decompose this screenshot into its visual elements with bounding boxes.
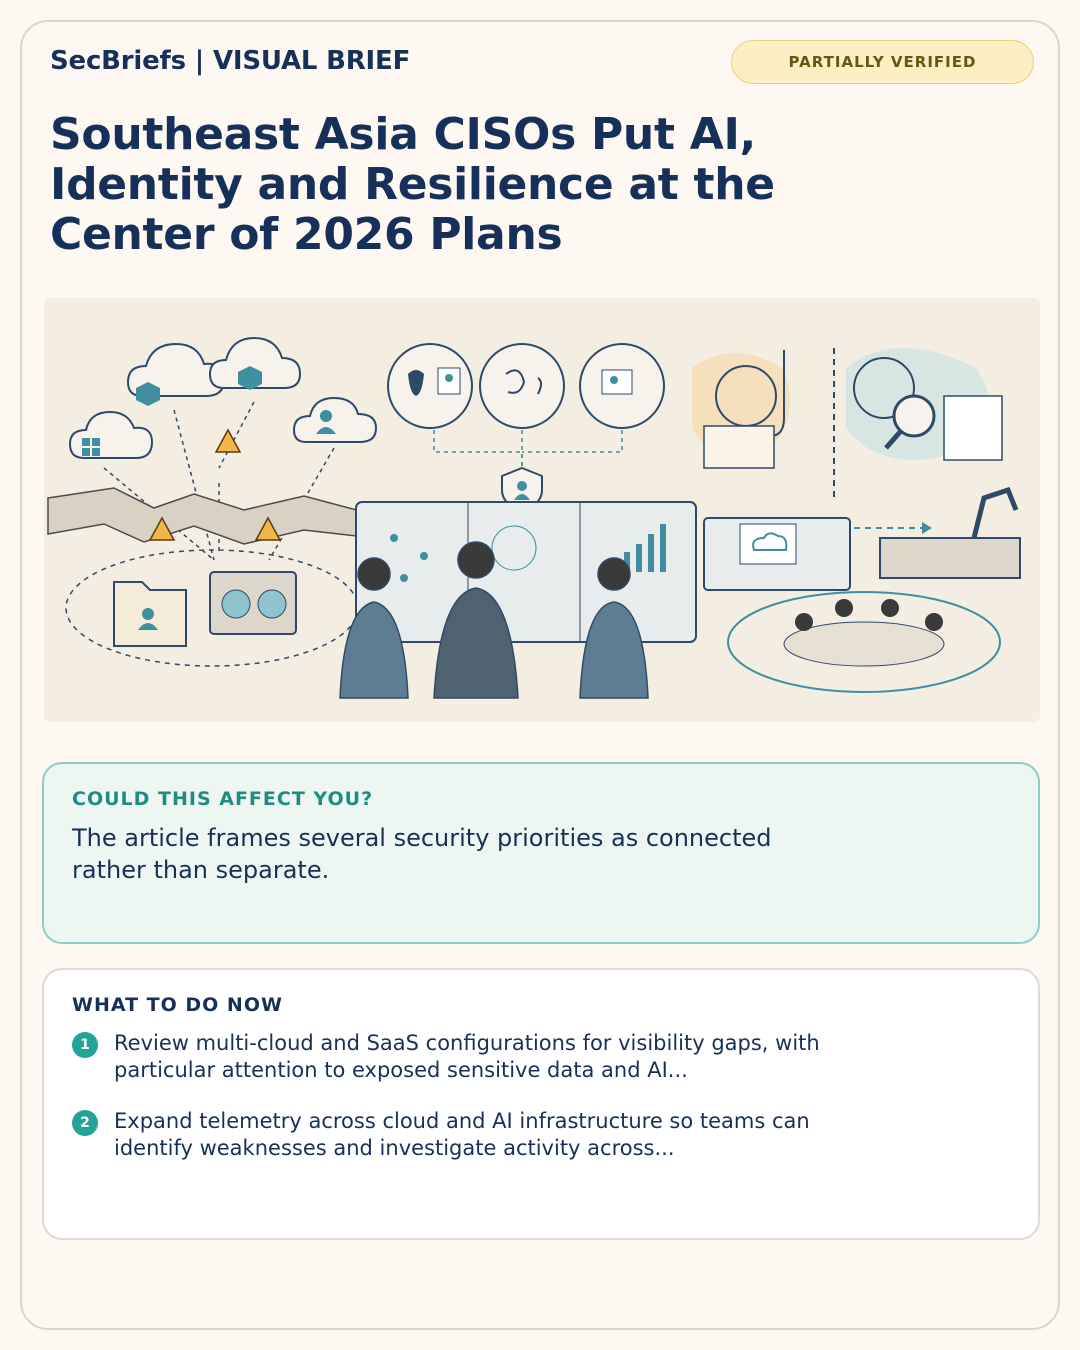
hero-illustration — [44, 298, 1040, 722]
robot-arm-icon — [880, 490, 1020, 578]
affect-panel — [42, 762, 1040, 944]
todo-step — [72, 1108, 852, 1162]
todo-heading: WHAT TO DO NOW — [72, 994, 283, 1016]
affect-heading: COULD THIS AFFECT YOU? — [72, 788, 374, 810]
hero-svg — [44, 298, 1040, 722]
step-text: Expand telemetry across cloud and AI infrastructure so teams can identify weaknesses and investigate activity across... — [114, 1109, 810, 1160]
step-number-badge: 1 — [72, 1032, 98, 1058]
todo-step — [72, 1030, 852, 1084]
folder-user-icon — [114, 582, 186, 646]
page-title: Southeast Asia CISOs Put AI, Identity and Resilience at the Center of 2026 Plans — [50, 109, 775, 260]
verification-badge: PARTIALLY VERIFIED — [731, 40, 1034, 84]
brief-card — [20, 20, 1060, 1330]
server-icon — [210, 572, 296, 634]
step-text: Review multi-cloud and SaaS configurations for visibility gaps, with particular attention to exposed sensitive data and AI... — [114, 1031, 820, 1082]
todo-panel — [42, 968, 1040, 1240]
brand-label: SecBriefs | VISUAL BRIEF — [50, 46, 411, 76]
affect-body: The article frames several security priorities as connected rather than separate. — [72, 824, 772, 884]
step-number-badge: 2 — [72, 1110, 98, 1136]
